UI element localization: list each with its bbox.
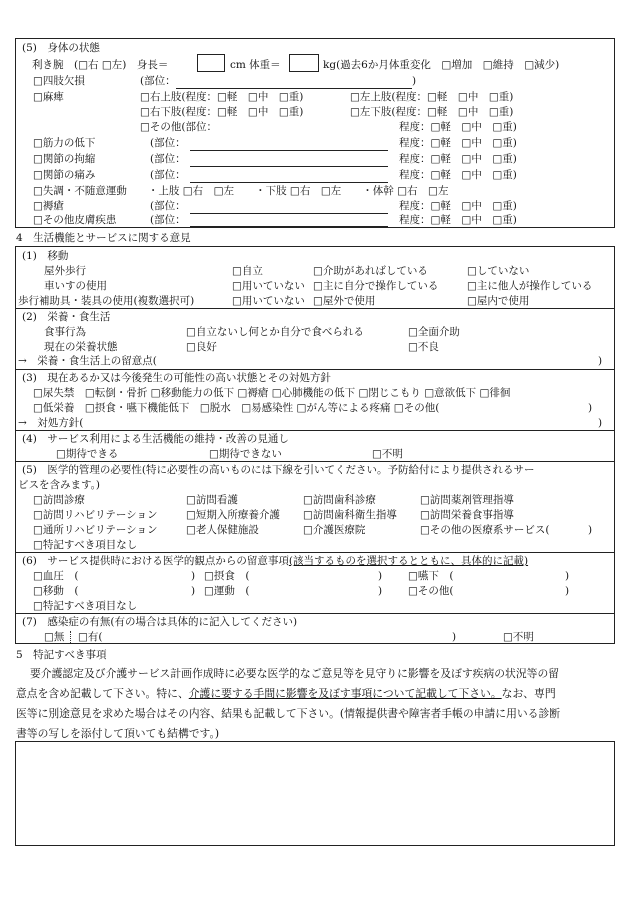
eating-label: 食事行為 — [44, 326, 86, 338]
walking-aid-outdoor[interactable]: □屋外で使用 — [313, 295, 376, 307]
home-visit-dental[interactable]: □訪問歯科診療 — [303, 494, 376, 506]
instructions-line-1: 要介護認定及び介護サービス計画作成時に必要な医学的なご意見等を見守りに影響を及ぼす疾病の状況等の留 — [30, 667, 560, 680]
infection-none[interactable]: □無 — [44, 631, 65, 643]
outdoor-walking-not-doing[interactable]: □していない — [467, 265, 530, 277]
nutrition-title: (2) 栄養・食生活 — [22, 311, 111, 323]
contracture-degree[interactable]: 程度：□軽 □中 □重) — [399, 153, 517, 165]
limb-loss-part-label: (部位： — [140, 75, 176, 87]
joint-pain-checkbox[interactable]: □関節の痛み — [33, 169, 96, 181]
divider — [15, 430, 615, 431]
other-paralysis-degree[interactable]: 程度：□軽 □中 □重) — [399, 121, 517, 133]
skin-disease-part-label: (部位： — [150, 214, 186, 226]
paralysis-checkbox[interactable]: □麻痺 — [33, 91, 64, 103]
conditions-other-close: ) — [588, 402, 593, 414]
outdoor-walking-label: 屋外歩行 — [44, 265, 86, 277]
geriatric-health-facility[interactable]: □老人保健施設 — [186, 524, 259, 536]
short-stay-care[interactable]: □短期入所療養介護 — [186, 509, 280, 521]
height-input[interactable] — [197, 54, 225, 72]
muscle-weakness-part-label: (部位： — [150, 137, 186, 149]
divider — [15, 461, 615, 462]
contracture-part-label: (部位： — [150, 153, 186, 165]
other-option[interactable]: □その他( — [408, 585, 454, 597]
left-lower-limb-option[interactable]: □左下肢(程度：□軽 □中 □重) — [350, 106, 514, 118]
home-visit-rehab[interactable]: □訪問リハビリテーション — [33, 509, 158, 521]
instructions-line-3: 医等に別途意見を求めた場合はその内容、結果も記載して下さい。(情報提供書や障害者手帳の申請に用いる診断 — [16, 707, 561, 720]
mobility-title: (1) 移動 — [22, 250, 69, 262]
dotted-separator — [70, 631, 71, 643]
instructions-line-2b: なお、専門 — [501, 687, 556, 700]
instructions-line-2 — [16, 689, 556, 700]
coping-policy-close: ) — [598, 417, 603, 429]
section-4-heading: 4 生活機能とサービスに関する意見 — [16, 232, 191, 244]
service-notes-title — [22, 556, 528, 567]
joint-pain-part-line[interactable] — [190, 182, 388, 183]
instructions-line-2a: 意点を含め記載して下さい。特に、 — [16, 687, 189, 700]
instructions-line-4: 書等の写しを添付して頂いても結構です。) — [16, 727, 220, 740]
outdoor-walking-with-help[interactable]: □介助があればしている — [313, 265, 428, 277]
skin-disease-part-line[interactable] — [190, 226, 388, 227]
pressure-ulcer-degree[interactable]: 程度：□軽 □中 □重) — [399, 200, 517, 212]
medical-management-title: (5) 医学的管理の必要性(特に必要性の高いものには下線を引いてください。予防給付により提供されるサー — [22, 464, 535, 476]
care-medical-institution[interactable]: □介護医療院 — [303, 524, 366, 536]
prospect-not-expected[interactable]: □期待できない — [209, 448, 282, 460]
exercise-close: ) — [378, 585, 383, 597]
conditions-row-2[interactable]: □低栄養 □摂食・嚥下機能低下 □脱水 □易感染性 □がん等による疼痛 □その他( — [33, 402, 440, 414]
body-state-title: (5) 身体の状態 — [22, 42, 100, 54]
eating-independent[interactable]: □自立ないし何とか自分で食べられる — [186, 326, 364, 338]
home-visit-medical[interactable]: □訪問診療 — [33, 494, 85, 506]
limb-loss-part-line[interactable] — [176, 88, 412, 89]
other-paralysis-part-label[interactable]: □その他(部位： — [140, 121, 218, 133]
swallowing-option[interactable]: □嚥下 ( — [408, 570, 454, 582]
swallowing-close: ) — [565, 570, 570, 582]
divider — [15, 308, 615, 309]
no-special-items-5[interactable]: □特記すべき項目なし — [33, 539, 138, 551]
handedness-height-label: 利き腕 (□右 □左) 身長＝ — [32, 59, 169, 71]
weight-label: cm 体重＝ — [230, 59, 281, 71]
prospect-title: (4) サービス利用による生活機能の維持・改善の見通し — [22, 433, 289, 445]
other-close: ) — [565, 585, 570, 597]
eating-option[interactable]: □摂食 ( — [204, 570, 250, 582]
no-special-items-6[interactable]: □特記すべき項目なし — [33, 600, 138, 612]
wheelchair-self-operated[interactable]: □主に自分で操作している — [313, 280, 439, 292]
wheelchair-other-operated[interactable]: □主に他人が操作している — [467, 280, 593, 292]
right-lower-limb-option[interactable]: □右下肢(程度：□軽 □中 □重) — [140, 106, 304, 118]
service-notes-title-text: (6) サービス提供時における医学的観点からの留意事項 — [22, 555, 289, 567]
divider — [15, 369, 615, 370]
nutrition-notes-label[interactable]: → 栄養・食生活上の留意点( — [18, 355, 157, 367]
exercise-option[interactable]: □運動 ( — [204, 585, 250, 597]
service-notes-title-underlined: (該当するものを選択するとともに、具体的に記載) — [288, 555, 529, 567]
skin-disease-checkbox[interactable]: □その他皮膚疾患 — [33, 214, 117, 226]
wheelchair-label: 車いすの使用 — [44, 280, 107, 292]
divider — [15, 613, 615, 614]
pressure-ulcer-part-line[interactable] — [190, 213, 388, 214]
limb-loss-checkbox[interactable]: □四肢欠損 — [33, 75, 85, 87]
muscle-weakness-degree[interactable]: 程度：□軽 □中 □重) — [399, 137, 517, 149]
other-medical-service-close: ) — [588, 524, 593, 536]
limb-loss-close: ) — [412, 75, 417, 87]
blood-pressure-option[interactable]: □血圧 ( — [33, 570, 79, 582]
nutrition-poor[interactable]: □不良 — [408, 341, 439, 353]
prospect-unknown[interactable]: □不明 — [372, 448, 403, 460]
infection-yes[interactable]: □有( — [78, 631, 103, 643]
eating-full-assist[interactable]: □全面介助 — [408, 326, 460, 338]
divider — [15, 552, 615, 553]
pressure-ulcer-part-label: (部位： — [150, 200, 186, 212]
contracture-checkbox[interactable]: □関節の拘縮 — [33, 153, 96, 165]
skin-disease-degree[interactable]: 程度：□軽 □中 □重) — [399, 214, 517, 226]
wheelchair-not-used[interactable]: □用いていない — [232, 280, 305, 292]
section-5-heading: 5 特記すべき事項 — [16, 649, 107, 661]
joint-pain-part-label: (部位： — [150, 169, 186, 181]
instructions-line-2-underlined: 介護に要する手間に影響を及ぼす事項について記載して下さい。 — [188, 687, 502, 700]
eating-close: ) — [378, 570, 383, 582]
special-notes-textarea[interactable] — [15, 741, 615, 846]
other-medical-service[interactable]: □その他の医療系サービス( — [420, 524, 550, 536]
contracture-part-line[interactable] — [190, 166, 388, 167]
outdoor-walking-independent[interactable]: □自立 — [232, 265, 263, 277]
left-upper-limb-option[interactable]: □左上肢(程度：□軽 □中 □重) — [350, 91, 514, 103]
infection-unknown[interactable]: □不明 — [503, 631, 534, 643]
infection-yes-close: ) — [452, 631, 457, 643]
walking-aid-label: 歩行補助具・装具の使用(複数選択可) — [18, 295, 195, 307]
joint-pain-degree[interactable]: 程度：□軽 □中 □重) — [399, 169, 517, 181]
medical-management-title-cont: ビスを含みます。) — [18, 479, 101, 491]
nutrition-notes-close: ) — [598, 355, 603, 367]
prospect-expected[interactable]: □期待できる — [56, 448, 119, 460]
home-visit-nutrition[interactable]: □訪問栄養食事指導 — [420, 509, 514, 521]
day-rehab[interactable]: □通所リハビリテーション — [33, 524, 158, 536]
pressure-ulcer-checkbox[interactable]: □褥瘡 — [33, 200, 64, 212]
right-upper-limb-option[interactable]: □右上肢(程度：□軽 □中 □重) — [140, 91, 304, 103]
home-visit-nursing[interactable]: □訪問看護 — [186, 494, 238, 506]
infection-title: (7) 感染症の有無(有の場合は具体的に記入してください) — [22, 616, 298, 628]
conditions-title: (3) 現在あるか又は今後発生の可能性の高い状態とその対処方針 — [22, 372, 331, 384]
coping-policy-label[interactable]: → 対処方針( — [18, 417, 84, 429]
walking-aid-indoor[interactable]: □屋内で使用 — [467, 295, 530, 307]
conditions-row-1[interactable]: □尿失禁 □転倒・骨折 □移動能力の低下 □褥瘡 □心肺機能の低下 □閉じこもり □意欲低下 □徘徊 — [33, 387, 511, 399]
home-visit-dental-hygiene[interactable]: □訪問歯科衛生指導 — [303, 509, 397, 521]
weight-input[interactable] — [289, 54, 319, 72]
blood-pressure-close: ) — [191, 570, 196, 582]
weight-change-options[interactable]: kg(過去6か月体重変化 □増加 □維持 □減少) — [323, 59, 560, 71]
walking-aid-not-used[interactable]: □用いていない — [232, 295, 305, 307]
nutrition-good[interactable]: □良好 — [186, 341, 217, 353]
nutrition-status-label: 現在の栄養状態 — [44, 341, 118, 353]
muscle-weakness-part-line[interactable] — [190, 150, 388, 151]
muscle-weakness-checkbox[interactable]: □筋力の低下 — [33, 137, 96, 149]
home-visit-pharmacy[interactable]: □訪問薬剤管理指導 — [420, 494, 514, 506]
movement-close: ) — [191, 585, 196, 597]
movement-option[interactable]: □移動 ( — [33, 585, 79, 597]
ataxia-options[interactable]: □失調・不随意運動 ・上肢 □右 □左 ・下肢 □右 □左 ・体幹 □右 □左 — [33, 185, 449, 197]
